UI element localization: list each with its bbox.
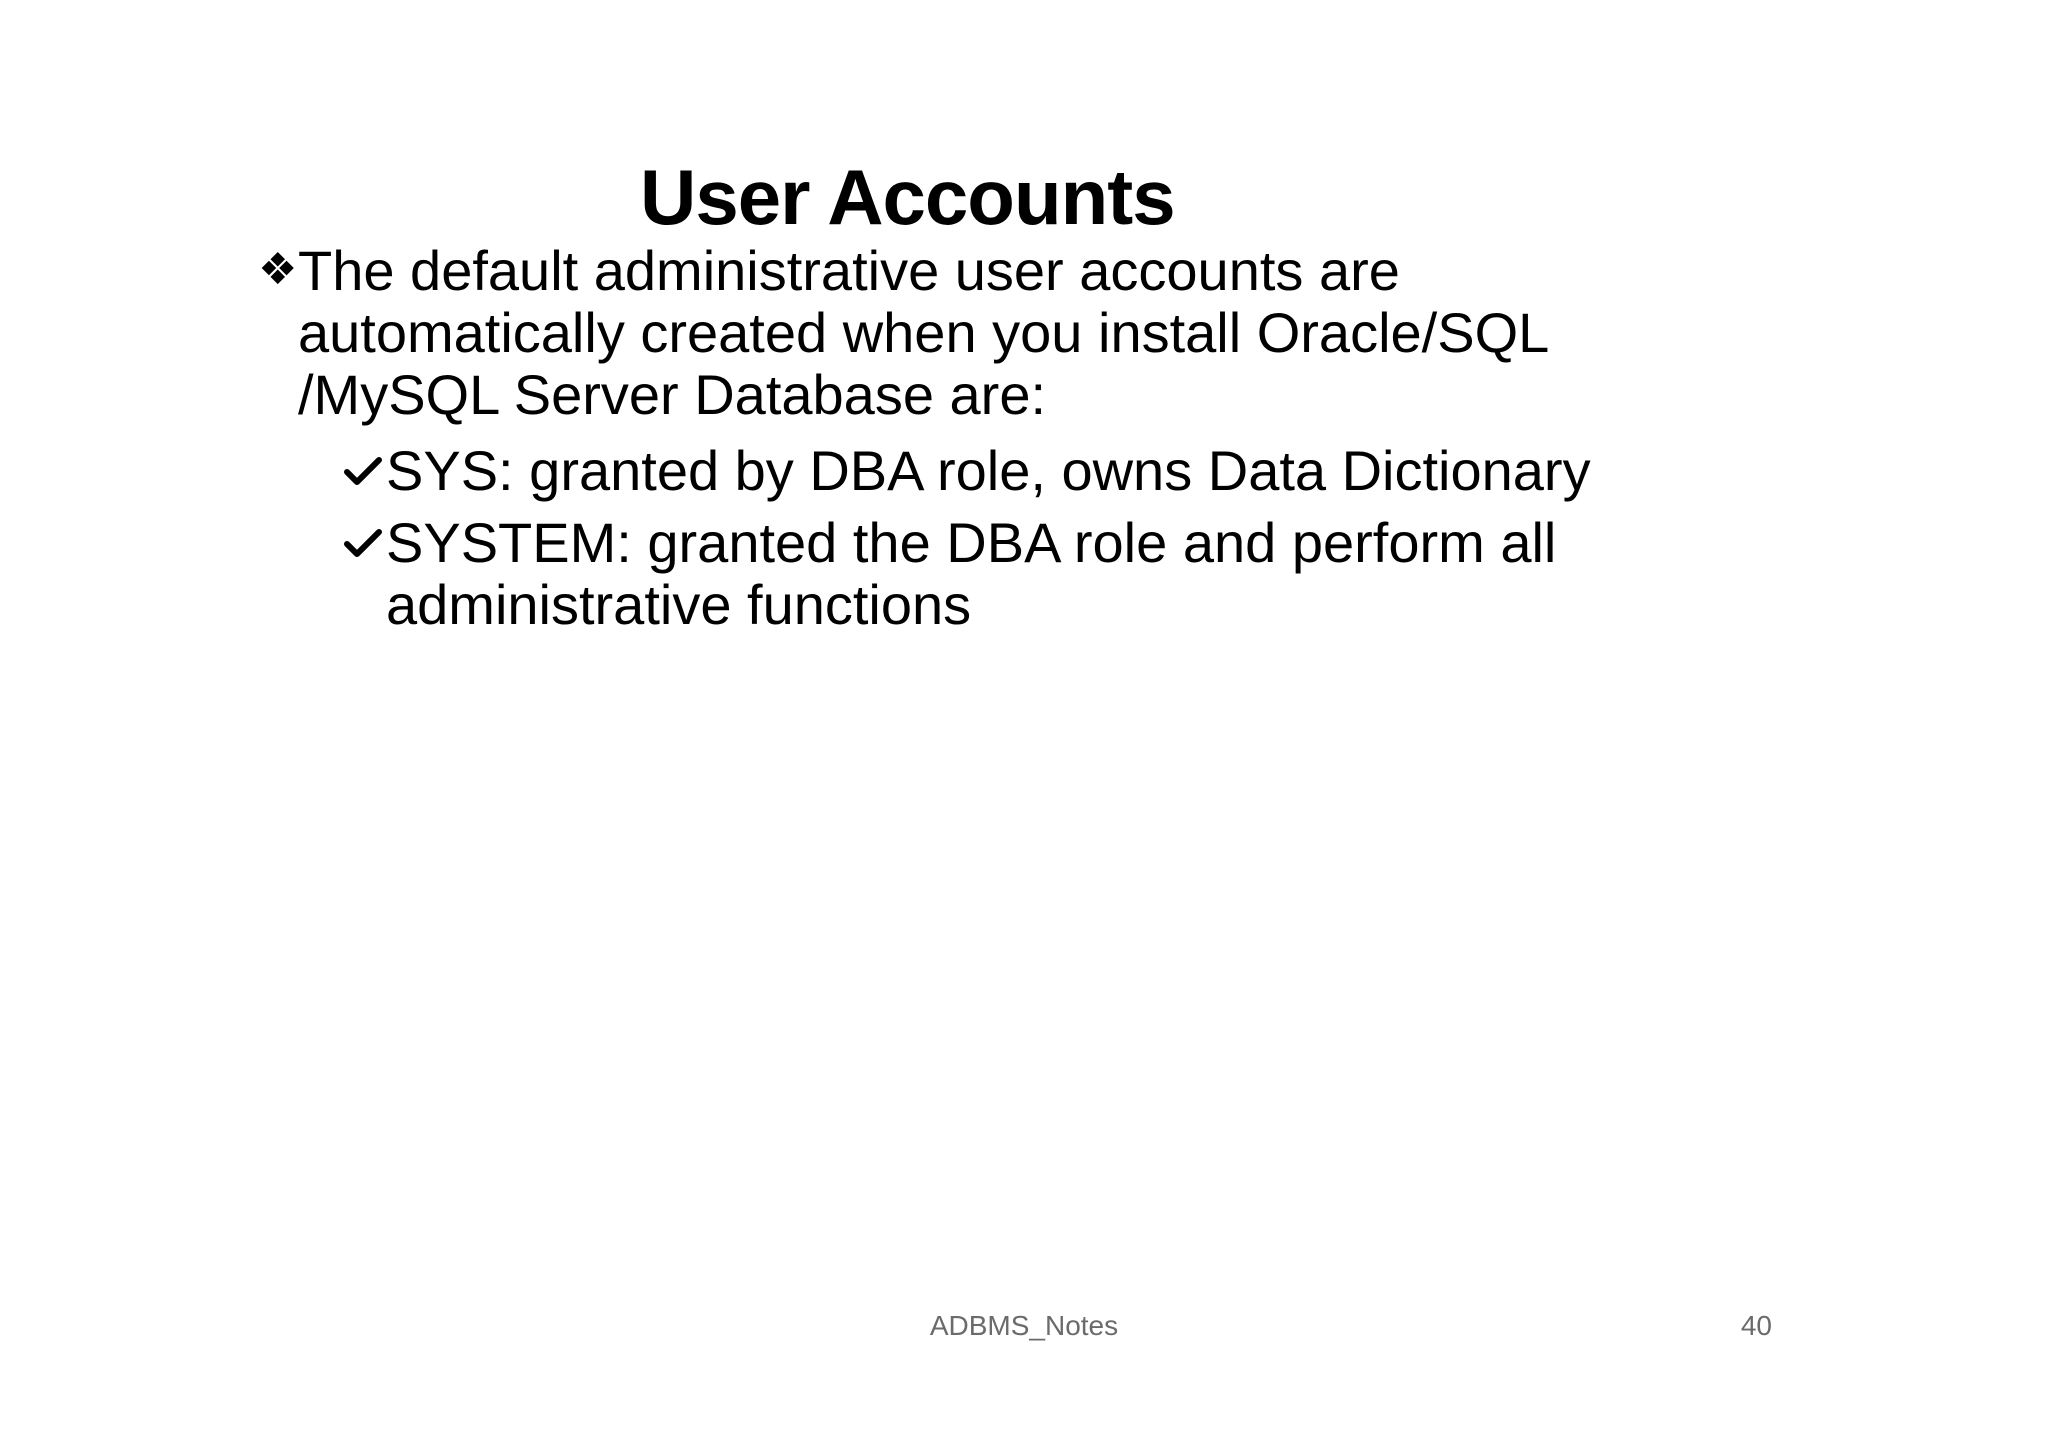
main-bullet — [258, 240, 1678, 426]
footer-label: ADBMS_Notes — [929, 1310, 1119, 1341]
slide-title: User Accounts — [640, 153, 1175, 241]
sub-bullet-text: SYS: granted by DBA role, owns Data Dictionary — [386, 439, 1591, 502]
main-bullet-text: The default administrative user accounts are automatically created when you install Oracle/SQL /MySQL Server Database are: — [298, 239, 1548, 426]
sub-bullet-sys — [344, 440, 1684, 502]
sub-bullet-list — [344, 440, 1684, 646]
four-diamonds-icon: ❖ — [258, 245, 298, 294]
sub-bullet-text: SYSTEM: granted the DBA role and perform all administrative functions — [386, 511, 1557, 636]
checkmark-icon — [344, 456, 382, 486]
page-number: 40 — [1740, 1310, 1772, 1341]
checkmark-icon — [344, 528, 382, 558]
sub-bullet-system — [344, 512, 1684, 636]
